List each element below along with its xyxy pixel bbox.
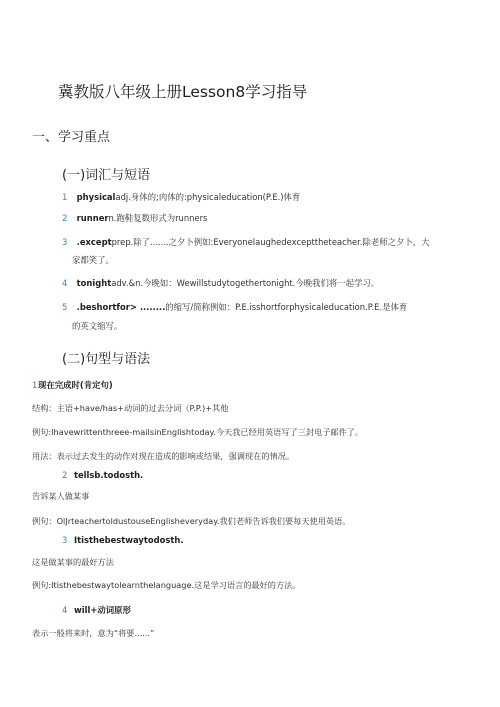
grammar-number: 3 [62,535,68,545]
grammar-meaning: 告诉某人做某事 [32,491,90,501]
page-title: 冀教版八年级上册Lesson8学习指导 [58,83,308,101]
vocab-word: runner [76,213,109,223]
grammar-heading [32,379,113,391]
grammar-title: Itisthebestwaytodosth. [74,535,184,545]
grammar-title: tellsb.todosth. [74,470,144,480]
vocab-number: 2 [62,213,68,223]
vocab-definition: adv.&n.今晚如：Wewillstudytogethertonight.今晚我们将一起学习。 [111,278,380,288]
grammar-example: 例句:Itisthebestwaytolearnthelanguage.这是学习语言的最好的方法。 [32,580,301,590]
grammar-example: 例句:Ihavewrittenthreee-mailsinEnglishtoday.今天我已经用英语写了三封电子邮件了。 [32,427,364,437]
vocab-item [62,235,452,250]
section-heading-key-points: 一、学习重点 [32,130,111,145]
subsection-vocabulary: (一)词汇与短语 [62,168,151,183]
vocab-number: 5 [62,302,68,312]
grammar-meaning: 这是做某事的最好方法 [32,557,114,567]
vocab-number: 1 [62,192,68,202]
vocab-word: physical [76,192,116,202]
vocab-definition: adj.身体的;肉体的:physicaleducation(P.E.)体育 [115,192,301,202]
vocab-continuation: 的英文缩写。 [72,321,123,331]
grammar-example: 例句：OlJrteachertoldustouseEnglisheveryday.我们老师告诉我们要每天使用英语。 [32,516,351,526]
grammar-title: 现在完成时(肯定句) [38,380,113,390]
vocab-number: 4 [62,278,68,288]
vocab-definition: 的缩写/简称例如：P.E.isshortforphysicaleducation.P.E.是体育 [165,302,408,312]
vocab-word: tonight [76,278,112,288]
vocab-item [62,211,452,226]
vocab-item [62,190,452,205]
vocab-definition: prep.除了.......之夕卜例如:Everyonelaughedexcepttheteacher.除老师之夕卜，大 [111,237,430,247]
vocab-item [62,300,452,315]
vocab-continuation: 家都笑了。 [72,255,114,265]
grammar-title: will+动词原形 [74,605,131,615]
grammar-meaning: 表示一般将来时，意为“将要......” [32,628,155,638]
vocab-word: .beshortfor> ........ [76,302,166,312]
grammar-heading [62,535,184,545]
vocab-word: .except [76,237,112,247]
grammar-structure: 结构：主语+have/has+动词的过去分词（P.P.)+其他 [32,403,229,413]
grammar-heading [62,470,143,480]
vocab-number: 3 [62,237,68,247]
grammar-number: 2 [62,470,68,480]
grammar-heading [62,604,131,616]
grammar-usage: 用法：表示过去发生的动作对现在造成的影响或结果，强调现在的情况。 [32,451,295,461]
grammar-number: 4 [62,605,68,615]
grammar-number: 1 [32,380,38,390]
vocab-definition: n.跑鞋复数形式为runners [108,213,208,223]
vocab-item [62,276,452,291]
subsection-grammar: (二)句型与语法 [62,352,151,367]
